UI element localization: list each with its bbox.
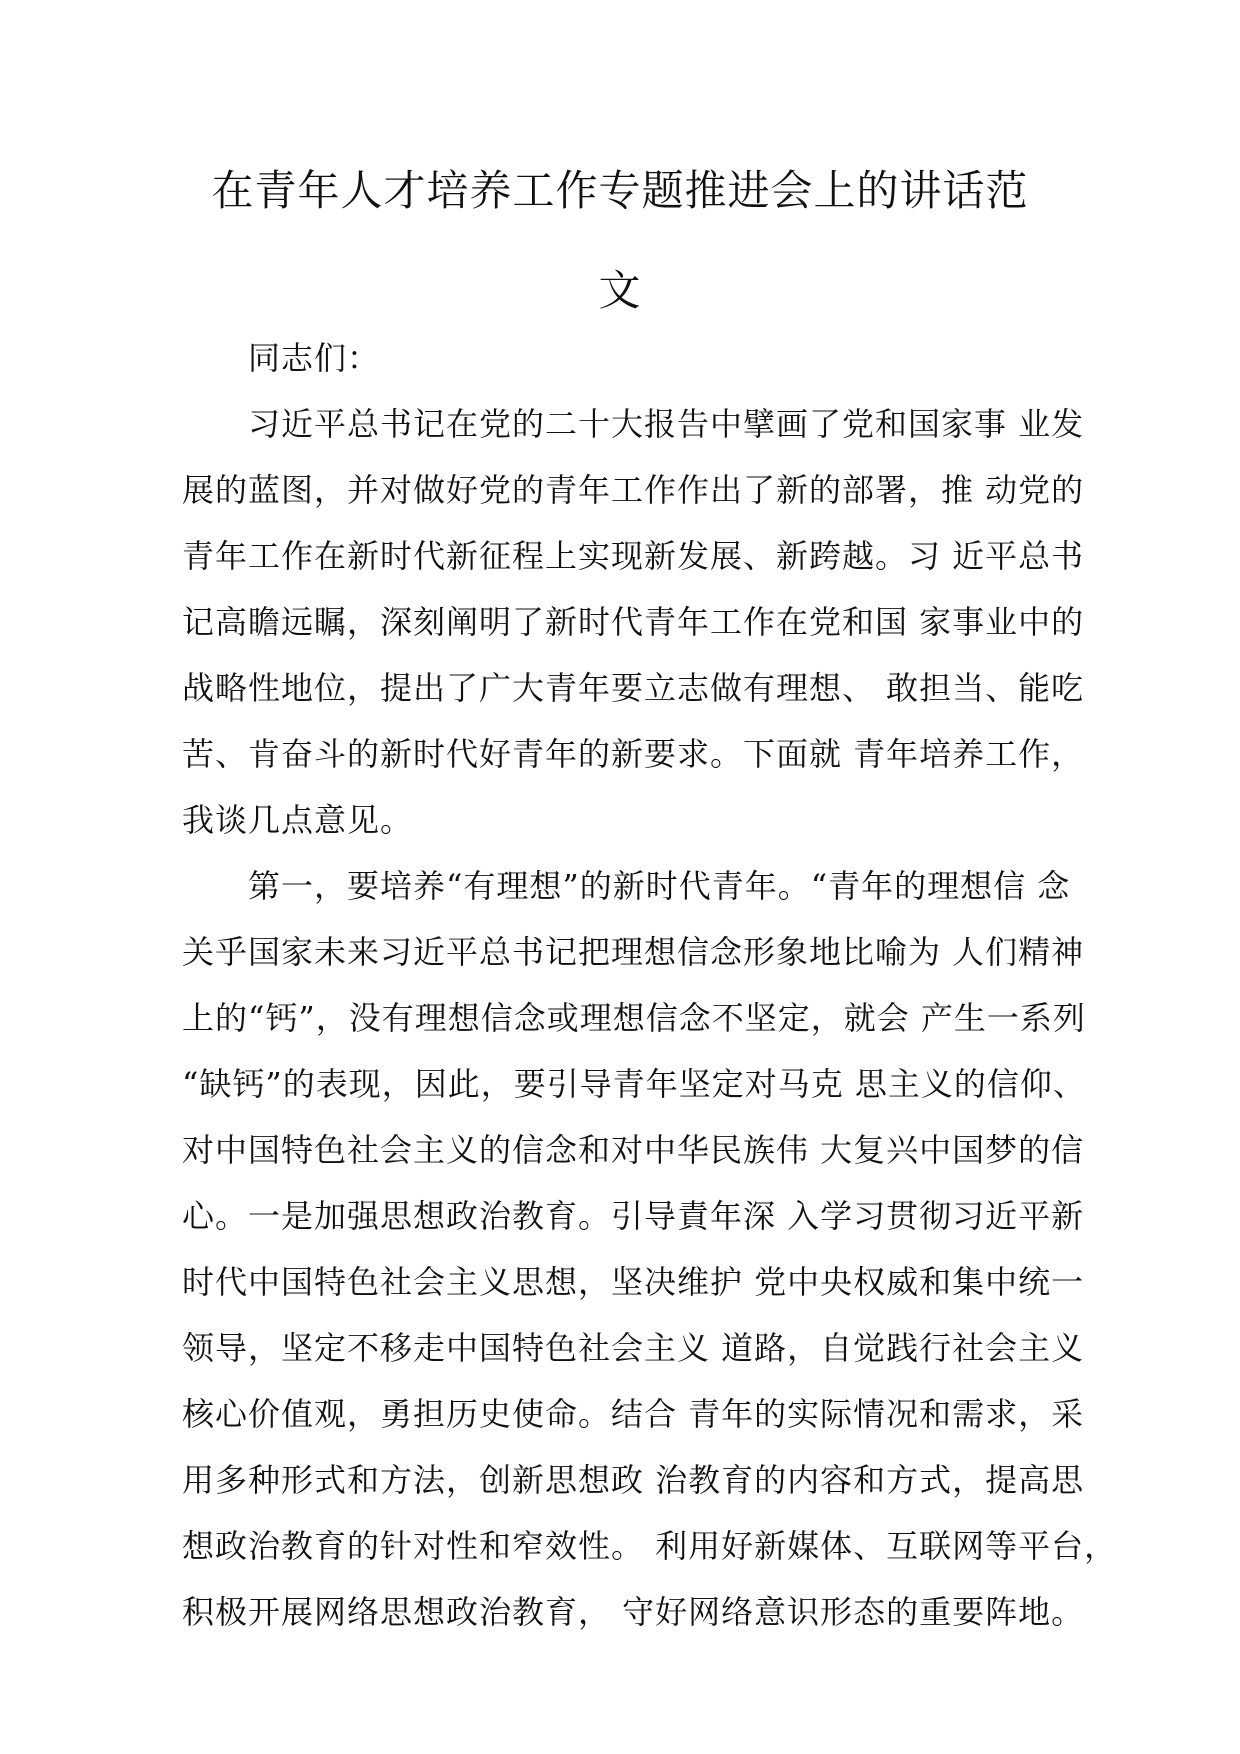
document-title-line-1: 在青年人才培养工作专题推进会上的讲话范 xyxy=(211,166,1029,215)
paragraph-line: 习近平总书记在党的二十大报告中擘画了党和国家事 业发 xyxy=(248,405,1085,443)
paragraph-line: 领导，坚定不移走中国特色社会主义 道路，自觉践行社会主义 xyxy=(182,1329,1085,1367)
paragraph-line: 对中国特色社会主义的信念和对中华民族伟 大复兴中国梦的信 xyxy=(182,1131,1085,1169)
paragraph-line: 积极开展网络思想政治教育， 守好网络意识形态的重要阵地。 xyxy=(182,1593,1085,1631)
document-title-line-2: 文 xyxy=(598,266,642,315)
paragraph-line: 记高瞻远瞩，深刻阐明了新时代青年工作在党和国 家事业中的 xyxy=(182,603,1085,641)
paragraph-line: 展的蓝图，并对做好党的青年工作作出了新的部署，推 动党的 xyxy=(182,471,1085,509)
paragraph-line: “缺钙”的表现，因此，要引导青年坚定对马克 思主义的信仰、 xyxy=(182,1065,1086,1103)
paragraph-line: 青年工作在新时代新征程上实现新发展、新跨越。习 近平总书 xyxy=(182,537,1085,575)
paragraph-line: 我谈几点意见。 xyxy=(182,801,414,839)
paragraph-line: 上的“钙”，没有理想信念或理想信念不坚定，就会 产生一系列 xyxy=(182,999,1086,1037)
paragraph-line: 用多种形式和方法，创新思想政 治教育的内容和方式，提高思 xyxy=(182,1461,1085,1499)
paragraph-line: 想政治教育的针对性和窄效性。 利用好新媒体、互联网等平台， xyxy=(182,1527,1118,1565)
paragraph-line: 苦、肯奋斗的新时代好青年的新要求。下面就 青年培养工作， xyxy=(182,735,1085,773)
paragraph-line: 时代中国特色社会主义思想，坚决维护 党中央权威和集中统一 xyxy=(182,1263,1085,1301)
paragraph-line: 战略性地位，提出了广大青年要立志做有理想、 敢担当、能吃 xyxy=(182,669,1085,707)
greeting: 同志们： xyxy=(248,339,381,377)
paragraph-line: 第一，要培养“有理想”的新时代青年。“青年的理想信 念 xyxy=(248,867,1071,905)
paragraph-line: 核心价值观，勇担历史使命。结合 青年的实际情况和需求，采 xyxy=(182,1395,1085,1433)
paragraph-line: 关乎国家未来习近平总书记把理想信念形象地比喻为 人们精神 xyxy=(182,933,1085,971)
paragraph-line: 心。一是加强思想政治教育。引导責年深 入学习贯彻习近平新 xyxy=(182,1197,1085,1235)
